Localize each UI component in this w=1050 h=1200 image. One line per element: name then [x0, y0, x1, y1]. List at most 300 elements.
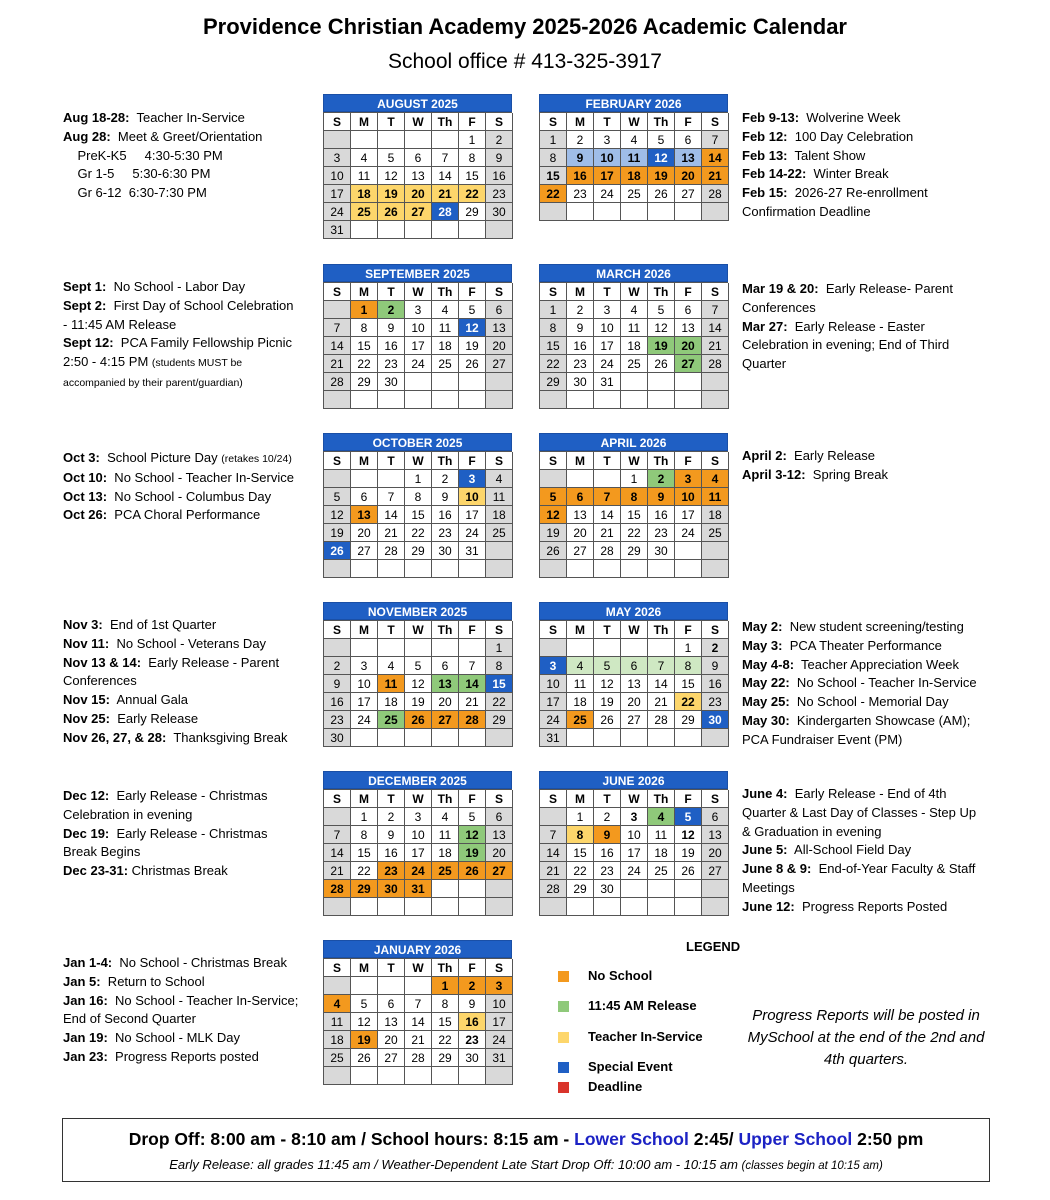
calendar-january-2026 [323, 940, 512, 1085]
calendar-day: 22 [621, 524, 648, 542]
calendar-day: 11 [324, 1013, 351, 1031]
calendar-day: 7 [459, 657, 486, 675]
calendar-empty-cell [648, 729, 675, 747]
event-line [63, 109, 313, 128]
calendar-day: 13 [675, 149, 702, 167]
calendar-day: 19 [675, 844, 702, 862]
calendar-day: 5 [648, 131, 675, 149]
calendar-day: 21 [324, 862, 351, 880]
calendar-day: 10 [540, 675, 567, 693]
event-line [742, 147, 1002, 166]
calendar-april-2026 [539, 433, 728, 578]
event-date: Nov 15: [63, 692, 110, 708]
weekday-header: W [621, 113, 648, 131]
calendar-day: 24 [486, 1031, 513, 1049]
event-date: Feb 15: [742, 185, 788, 201]
calendar-day: 10 [594, 149, 621, 167]
calendar-empty-cell [351, 898, 378, 916]
calendar-empty-cell [675, 729, 702, 747]
calendar-day: 3 [675, 470, 702, 488]
calendar-day: 4 [486, 470, 513, 488]
calendar-empty-cell [621, 203, 648, 221]
calendar-day: 14 [648, 675, 675, 693]
calendar-empty-cell [405, 729, 432, 747]
calendar-day: 2 [324, 657, 351, 675]
weekday-header: T [378, 113, 405, 131]
event-date: May 22: [742, 675, 790, 691]
calendar-empty-cell [405, 221, 432, 239]
calendar-empty-cell [648, 560, 675, 578]
calendar-day: 10 [405, 319, 432, 337]
calendar-day: 19 [540, 524, 567, 542]
events-may [742, 618, 1012, 750]
calendar-day: 25 [324, 1049, 351, 1067]
weekday-header: M [351, 113, 378, 131]
event-date: Jan 1-4: [63, 955, 113, 970]
calendar-day: 10 [324, 167, 351, 185]
weekday-header: S [486, 790, 513, 808]
calendar-day: 13 [702, 826, 729, 844]
calendar-day: 3 [486, 977, 513, 995]
calendar-empty-cell [432, 560, 459, 578]
calendar-empty-cell [486, 373, 513, 391]
event-date: Feb 12: [742, 128, 788, 144]
calendar-day: 11 [702, 488, 729, 506]
calendar-day: 2 [648, 470, 675, 488]
event-date: Feb 9-13: [742, 110, 800, 125]
calendar-day: 14 [432, 167, 459, 185]
calendar-grid [323, 282, 512, 409]
calendar-day: 23 [567, 185, 594, 203]
event-line [63, 654, 318, 673]
calendar-day: 1 [540, 131, 567, 149]
calendar-empty-cell [567, 639, 594, 657]
weekday-header: S [324, 959, 351, 977]
calendar-day: 25 [702, 524, 729, 542]
calendar-empty-cell [621, 729, 648, 747]
event-line [63, 297, 318, 316]
calendar-day: 26 [594, 711, 621, 729]
event-line [742, 731, 1012, 750]
weekday-header: S [324, 621, 351, 639]
calendar-empty-cell [405, 977, 432, 995]
weekday-header: M [567, 113, 594, 131]
weekday-header: T [378, 959, 405, 977]
calendar-day: 29 [540, 373, 567, 391]
calendar-day: 8 [432, 995, 459, 1013]
calendar-day: 18 [648, 844, 675, 862]
event-line [742, 693, 1012, 712]
calendar-day: 28 [324, 373, 351, 391]
event-text: No School - Teacher In-Service [789, 675, 977, 691]
calendar-empty-cell [486, 729, 513, 747]
event-text: Progress Reports posted [107, 1048, 259, 1064]
calendar-march-2026 [539, 264, 728, 409]
calendar-day: 3 [540, 657, 567, 675]
event-line [63, 353, 318, 373]
event-line [63, 691, 318, 710]
calendar-day: 25 [621, 185, 648, 203]
calendar-day: 24 [324, 203, 351, 221]
event-line [742, 336, 1002, 355]
calendar-day: 22 [351, 355, 378, 373]
weekday-header: S [702, 790, 729, 808]
weekday-header: S [540, 113, 567, 131]
calendar-day: 22 [432, 1031, 459, 1049]
calendar-day: 22 [540, 355, 567, 373]
event-note: accompanied by their parent/guardian) [63, 376, 243, 389]
calendar-day: 6 [432, 657, 459, 675]
weekday-header: M [351, 283, 378, 301]
calendar-day: 1 [459, 131, 486, 149]
weekday-header: Th [432, 113, 459, 131]
event-text: Early Release - Easter [787, 318, 925, 334]
events-january [63, 954, 318, 1067]
calendar-day: 26 [351, 1049, 378, 1067]
event-line [742, 618, 1012, 637]
event-text: No School - Columbus Day [107, 488, 272, 504]
calendar-empty-cell [486, 560, 513, 578]
calendar-day: 5 [378, 149, 405, 167]
calendar-empty-cell [594, 729, 621, 747]
calendar-day: 24 [405, 355, 432, 373]
event-text: New student screening/testing [782, 619, 964, 634]
event-date: June 4: [742, 786, 788, 801]
calendar-day: 14 [594, 506, 621, 524]
calendar-day: 13 [351, 506, 378, 524]
calendar-month-header: DECEMBER 2025 [323, 771, 512, 789]
calendar-day: 25 [621, 355, 648, 373]
event-line [63, 973, 318, 992]
event-line [63, 278, 318, 297]
calendar-day: 20 [405, 185, 432, 203]
event-text: End of 1st Quarter [102, 617, 217, 632]
calendar-month-header: JUNE 2026 [539, 771, 728, 789]
calendar-day: 21 [594, 524, 621, 542]
calendar-month-header: OCTOBER 2025 [323, 433, 512, 451]
calendar-empty-cell [351, 977, 378, 995]
calendar-day: 10 [621, 826, 648, 844]
calendar-day: 22 [675, 693, 702, 711]
calendar-day: 2 [567, 131, 594, 149]
calendar-grid [539, 112, 728, 221]
calendar-day: 25 [351, 203, 378, 221]
event-date: Jan 16: [63, 992, 108, 1008]
calendar-month-header: FEBRUARY 2026 [539, 94, 728, 112]
calendar-day: 18 [486, 506, 513, 524]
event-line [742, 165, 1002, 184]
event-line [742, 447, 1002, 466]
calendar-empty-cell [567, 391, 594, 409]
event-text: No School - Memorial Day [789, 694, 949, 710]
calendar-day: 4 [324, 995, 351, 1013]
calendar-day: 6 [621, 657, 648, 675]
calendar-day: 25 [648, 862, 675, 880]
calendar-day: 8 [540, 149, 567, 167]
calendar-day: 15 [351, 844, 378, 862]
calendar-day: 21 [540, 862, 567, 880]
calendar-day: 4 [567, 657, 594, 675]
calendar-day: 14 [324, 844, 351, 862]
calendar-day: 21 [459, 693, 486, 711]
school-hours-box [62, 1118, 990, 1182]
event-text: Early Release - Parent [141, 654, 280, 670]
calendar-day: 6 [486, 301, 513, 319]
event-line [742, 128, 1002, 147]
calendar-day: 7 [324, 826, 351, 844]
weekday-header: Th [648, 790, 675, 808]
event-text: PCA Fundraiser Event (PM) [742, 731, 903, 747]
calendar-day: 9 [324, 675, 351, 693]
calendar-day: 17 [351, 693, 378, 711]
weekday-header: W [621, 621, 648, 639]
event-text: 100 Day Celebration [787, 128, 914, 144]
calendar-june-2026 [539, 771, 728, 916]
calendar-month-header: JANUARY 2026 [323, 940, 512, 958]
calendar-empty-cell [648, 639, 675, 657]
calendar-day: 23 [459, 1031, 486, 1049]
event-date: June 8 & 9: [742, 861, 812, 877]
calendar-empty-cell [324, 639, 351, 657]
calendar-day: 15 [486, 675, 513, 693]
calendar-empty-cell [378, 977, 405, 995]
calendar-empty-cell [648, 898, 675, 916]
weekday-header: S [486, 113, 513, 131]
event-text: Early Release [109, 710, 199, 726]
calendar-day: 16 [594, 844, 621, 862]
page-title: Providence Christian Academy 2025-2026 Academic Calendar [202, 14, 847, 39]
event-date: Oct 10: [63, 469, 108, 485]
event-text: Celebration in evening [63, 806, 193, 822]
event-line [742, 860, 1012, 879]
event-date: Nov 11: [63, 635, 110, 651]
calendar-empty-cell [324, 1067, 351, 1085]
calendar-day: 13 [486, 826, 513, 844]
calendar-day: 15 [405, 506, 432, 524]
event-text: Conferences [742, 299, 816, 315]
calendar-empty-cell [432, 1067, 459, 1085]
calendar-day: 24 [594, 355, 621, 373]
calendar-empty-cell [486, 880, 513, 898]
calendar-empty-cell [405, 391, 432, 409]
calendar-day: 22 [405, 524, 432, 542]
calendar-day: 5 [351, 995, 378, 1013]
calendar-day: 10 [594, 319, 621, 337]
calendar-day: 30 [459, 1049, 486, 1067]
calendar-empty-cell [567, 470, 594, 488]
calendar-day: 22 [567, 862, 594, 880]
calendar-empty-cell [405, 1067, 432, 1085]
lower-school-time: 2:45/ [688, 1129, 739, 1149]
event-line [63, 729, 318, 748]
legend-label: Deadline [588, 1079, 643, 1094]
event-date: Oct 26: [63, 507, 108, 523]
calendar-day: 12 [378, 167, 405, 185]
weekday-header: Th [648, 283, 675, 301]
calendar-day: 25 [432, 355, 459, 373]
calendar-november-2025 [323, 602, 512, 747]
calendar-day: 20 [432, 693, 459, 711]
event-date: June 5: [742, 842, 788, 858]
event-line [63, 488, 318, 507]
calendar-day: 20 [351, 524, 378, 542]
calendar-empty-cell [702, 391, 729, 409]
calendar-day: 7 [432, 149, 459, 167]
calendar-day: 27 [675, 355, 702, 373]
calendar-month-header: MAY 2026 [539, 602, 728, 620]
event-line [742, 674, 1012, 693]
calendar-day: 15 [675, 675, 702, 693]
calendar-day: 29 [432, 1049, 459, 1067]
calendar-day: 16 [648, 506, 675, 524]
calendar-day: 3 [459, 470, 486, 488]
calendar-empty-cell [324, 898, 351, 916]
calendar-empty-cell [405, 898, 432, 916]
weekday-header: T [594, 452, 621, 470]
event-date: Oct 3: [63, 450, 100, 465]
calendar-day: 20 [675, 167, 702, 185]
calendar-day: 31 [540, 729, 567, 747]
calendar-day: 20 [567, 524, 594, 542]
calendar-day: 8 [540, 319, 567, 337]
calendar-december-2025 [323, 771, 512, 916]
calendar-day: 26 [648, 185, 675, 203]
calendar-empty-cell [459, 373, 486, 391]
event-text: Early Release - Christmas [109, 788, 268, 803]
calendar-empty-cell [432, 131, 459, 149]
event-text: Kindergarten Showcase (AM); [789, 712, 971, 728]
calendar-empty-cell [432, 880, 459, 898]
event-date: Dec 23-31: [63, 863, 129, 879]
calendar-day: 2 [486, 131, 513, 149]
event-date: Nov 26, 27, & 28: [63, 729, 167, 745]
calendar-day: 10 [405, 826, 432, 844]
calendar-day: 9 [432, 488, 459, 506]
event-text: Progress Reports Posted [794, 898, 948, 914]
calendar-empty-cell [702, 880, 729, 898]
event-text: Meet & Greet/Orientation [110, 128, 263, 144]
calendar-day: 15 [540, 337, 567, 355]
event-date: May 3: [742, 637, 783, 653]
calendar-day: 1 [540, 301, 567, 319]
calendar-day: 30 [378, 373, 405, 391]
event-line [63, 1048, 318, 1067]
calendar-day: 21 [702, 337, 729, 355]
calendar-empty-cell [567, 560, 594, 578]
event-line [742, 355, 1002, 374]
calendar-empty-cell [459, 560, 486, 578]
calendar-day: 30 [567, 373, 594, 391]
event-line [63, 184, 313, 203]
calendar-day: 18 [351, 185, 378, 203]
calendar-empty-cell [567, 898, 594, 916]
calendar-grid [323, 789, 512, 916]
calendar-day: 21 [702, 167, 729, 185]
event-text: Christmas Break [128, 863, 228, 879]
calendar-day: 23 [648, 524, 675, 542]
event-date: Aug 18-28: [63, 110, 130, 125]
calendar-empty-cell [324, 301, 351, 319]
calendar-empty-cell [702, 898, 729, 916]
legend-swatch [558, 971, 569, 982]
weekday-header: Th [432, 959, 459, 977]
events-february [742, 109, 1002, 222]
calendar-day: 24 [621, 862, 648, 880]
calendar-day: 28 [594, 542, 621, 560]
calendar-day: 11 [648, 826, 675, 844]
weekday-header: S [324, 283, 351, 301]
calendar-day: 13 [675, 319, 702, 337]
events-august [63, 109, 313, 203]
weekday-header: S [540, 452, 567, 470]
calendar-day: 15 [567, 844, 594, 862]
calendar-day: 19 [459, 337, 486, 355]
calendar-day: 10 [351, 675, 378, 693]
calendar-empty-cell [405, 560, 432, 578]
event-date: Aug 28: [63, 128, 111, 144]
event-line [63, 165, 313, 184]
events-march [742, 280, 1002, 374]
weekday-header: M [351, 959, 378, 977]
calendar-empty-cell [351, 639, 378, 657]
calendar-day: 17 [594, 167, 621, 185]
calendar-day: 9 [594, 826, 621, 844]
calendar-day: 3 [594, 131, 621, 149]
calendar-day: 2 [702, 639, 729, 657]
calendar-grid [323, 620, 512, 747]
weekday-header: T [594, 790, 621, 808]
event-text: Wolverine Week [799, 110, 901, 125]
calendar-empty-cell [459, 639, 486, 657]
calendar-empty-cell [594, 391, 621, 409]
calendar-day: 6 [405, 149, 432, 167]
event-line [63, 635, 318, 654]
calendar-day: 11 [567, 675, 594, 693]
event-line [742, 785, 1012, 804]
calendar-day: 1 [351, 301, 378, 319]
calendar-day: 27 [567, 542, 594, 560]
calendar-day: 9 [486, 149, 513, 167]
calendar-day: 12 [324, 506, 351, 524]
weekday-header: F [675, 790, 702, 808]
calendar-empty-cell [594, 203, 621, 221]
calendar-day: 30 [486, 203, 513, 221]
weekday-header: W [405, 621, 432, 639]
weekday-header: S [486, 959, 513, 977]
calendar-day: 23 [486, 185, 513, 203]
calendar-day: 18 [378, 693, 405, 711]
calendar-empty-cell [702, 560, 729, 578]
calendar-day: 28 [405, 1049, 432, 1067]
legend-label: No School [588, 968, 653, 983]
legend-label: Special Event [588, 1059, 673, 1074]
calendar-day: 19 [378, 185, 405, 203]
calendar-empty-cell [459, 1067, 486, 1085]
calendar-day: 2 [459, 977, 486, 995]
school-hours-line [63, 1129, 989, 1150]
weekday-header: M [567, 790, 594, 808]
weekday-header: W [405, 452, 432, 470]
upper-school-text: Upper School [738, 1129, 853, 1149]
events-december [63, 787, 318, 881]
weekday-header: M [351, 452, 378, 470]
calendar-day: 8 [621, 488, 648, 506]
calendar-day: 12 [459, 826, 486, 844]
event-line [63, 316, 318, 335]
calendar-day: 14 [702, 319, 729, 337]
calendar-day: 14 [540, 844, 567, 862]
calendar-day: 5 [540, 488, 567, 506]
